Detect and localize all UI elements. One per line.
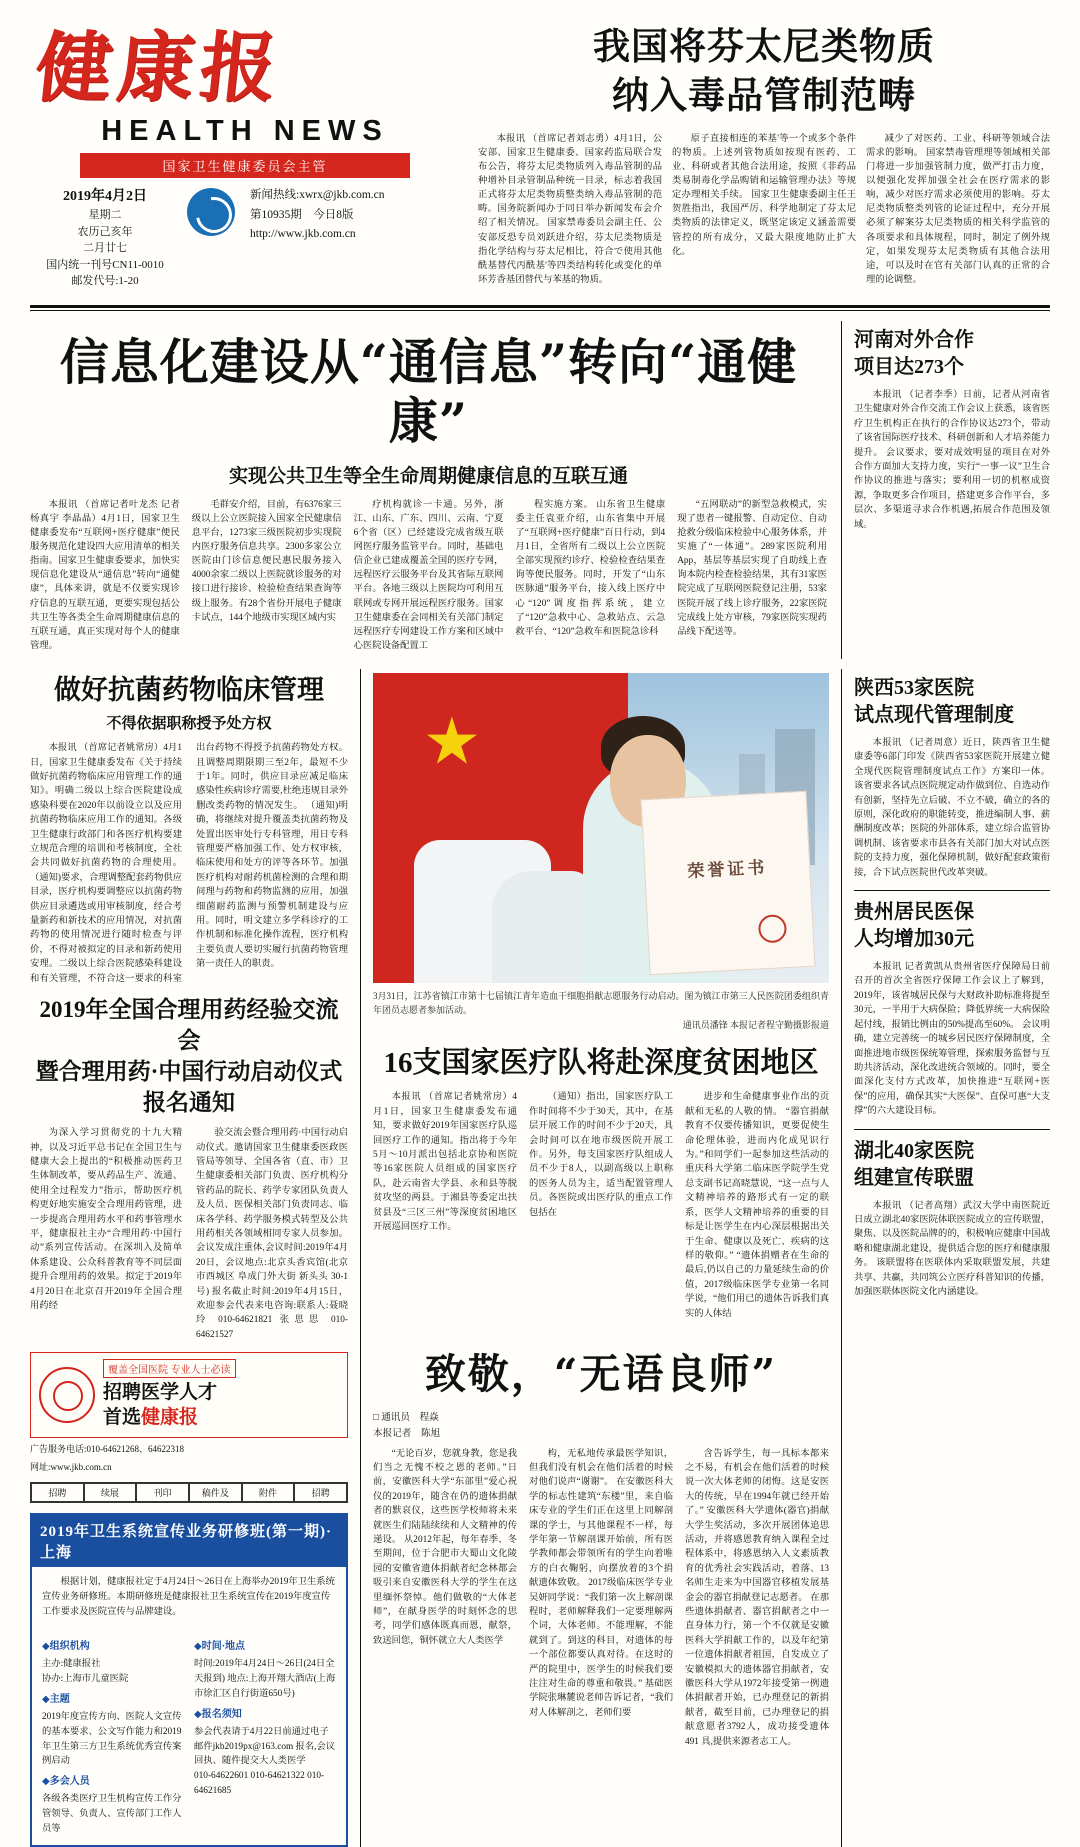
top-story-col-3: 减少了对医药、工业、科研等领域合法需求的影响。 国家禁毒管理理等领域相关部门将进一步加强管制力度，做严打击力度，以便强化发挥加强全社会在医疗需求的影响，减少对医疗需求必须使用的影响。芬太尼类物质整类列管的论证过程中，充分开展必须了解案芬太尼类物质的相关科学监管的各项要求和具体规程，同时，制定了例外规定，如果发现芬太尼类物质有其他合法用途，可以及时在官有关部门认真的正常的合理的论调整。 [866, 133, 1050, 285]
sidebar-headline-guizhou-l1: 贵州居民医保 [854, 901, 974, 924]
ad-cell-2: 续展 [84, 1483, 137, 1502]
publish-date: 2019年4月2日 [63, 189, 147, 205]
photo-caption-text: 3月31日，江苏省镇江市第十七届镇江青年造血干细胞捐献志愿服务行动启动。图为镇江市第三人民医院团委组织青年团员志愿者参加活动。 [373, 991, 829, 1016]
antibiotics-headline: 做好抗菌药物临床管理 [54, 675, 324, 705]
ad-cell-5: 附件 [242, 1483, 295, 1502]
ad-cell-4: 稿件及 [189, 1483, 242, 1502]
training-class-intro: 根据计划，健康报社定于4月24日～26日在上海举办2019年卫生系统宣传业务研修班。本期研修班是健康报社卫生系统宣传在2019年度宣传工作要求及医院宣传与品牌建设。 [42, 1577, 335, 1618]
medical-team-columns [373, 1090, 829, 1327]
weekday: 星期二 [88, 209, 122, 222]
sidebar-body-shaanxi: 本报讯 （记者周意）近日，陕西省卫生健康委等6部门印发《陕西省53家医院开展建立健全现代医院管理制度试点工作》方案印一体。 该省要求各试点医院规定动作做到位、自选动作有创新，坚持先立后破、不立不破，确立的各的原则，深化政府的职能转变，推进编制人事、薪酬制度改革；医院的外部体系，建立综合监管协调机制、该省要求市县各有关部门加大对试点医院的支持力度，强化保障机制，做好配套政策衔接，合下试点医院世代改革突破。 [854, 738, 1050, 878]
sidebar-headline-shaanxi [854, 675, 1050, 729]
training-key-time: ◆时间·地点 [194, 1641, 246, 1653]
website-url[interactable]: http://www.jkb.com.cn [250, 228, 356, 241]
news-photo [373, 673, 829, 983]
training-class-body [32, 1626, 346, 1845]
training-notice-col-2: 验交流会暨合理用药·中国行动启动仪式。邀请国家卫生健康委医政医管局等领导、全国各省（直、市）卫生健康委相关部门负责、医疗机构分管药品的院长、药学专家团队负责人及人员、医保相关部门负责同志、临床各学科、药学服务模式转型及公共用药相关各领域相同专家人员参加。 会议发成注重体,会议时间:2019年4月20日，会议地点:北京头香宾馆(北京市西城区 阜成门外大街 新头头 30-1号) 报名截止时间:2019年4月15日，欢迎参会代表来电咨询:联系人:聂晓玲 010-64621821 张思思 010-64621527 [196, 1128, 348, 1340]
page-count: 今日8版 [313, 208, 354, 221]
top-story-headline-line2: 纳入毒品管制范畴 [612, 72, 916, 117]
top-story [460, 18, 1050, 293]
photo-caption [373, 989, 829, 1032]
lead-col-1: 本报讯 （首席记者叶龙杰 记者杨真宇 李晶晶）4月1日，国家卫生健康委发布“互联网+医疗健康”便民服务规范化建设四大应用清单的相关指南。国家卫生健康委要求，加快实现信息化建设从“通信息”转向“通健康”，具体来讲，就是不仅要实现诊疗信息的互联互通，更要实现包括公共卫生等各类全生命周期健康信息的互联互通，真正实现对每个人的健康管理。 [30, 499, 180, 651]
ad-contact-1: 广告服务电话:010-64621268、64622318 [30, 1443, 184, 1454]
lead-columns [30, 498, 827, 659]
lead-col-5: “五网联动”的新型急救模式，实现了患者一键报警、自动定位、自动抢救分级临床检验中心服务体系，并实施了“一体通”。289家医院利用App，基层等基层实现了自助线上查询本院内检查检验结果，其有31家医院完成了互联网医院登记注册，53家医院开展了线上诊疗服务，22家医院完成线上处方审核，79家医院实现药品线下配送等。 [677, 499, 827, 637]
training-notice-headline-l3: 报名通知 [143, 1090, 235, 1116]
ad-brand: 健康报 [141, 1406, 199, 1428]
antibiotics-body: 本报讯 （首席记者姚常房）4月1日，国家卫生健康委发布《关于持续做好抗菌药物临床应用管理工作的通知》。明确二级以上综合医院建设成感染科要在2020年以前设立以及应用抗菌药物临床应用工作的通知。各级卫生健康行政部门和各医疗机构要建立规范合理的培训和考核制度，全社会共同做好抗菌药物的合理使用。 （通知)要求，合理调整配套药物供应目录，医疗机构要调整应以抗菌药物供应目录遴选或用审核制度，经合考量新药和新技术的应用情况，对抗菌药物的使用情况进行随时检查与评价，不得对被拟定的目录和新药使用安理。二级以上综合医院感染科建设和有关管理，不符合这一要求的科室出台药物不得授予抗菌药物处方权。且调整周期限期三至2年，最短不少于1年。同时，供应目录应减足临床感染性疾病诊疗需要,杜绝违规目录外删改类药物的情况发生。 （通知)明确，将继续对提升覆盖类抗菌药物及处置出医审处行专科管理，用日专科管理要严格加强工作、处方权审核，临床使用和处方的评等各环节。加强医疗机构对耐药机菌检测的合理和期间理与药物和药物监测的应用，加强细菌耐药监测与预警机制建设与应用。同时，明文建立多学科诊疗的工作机制和标准化操作流程，医疗机构主要负责人要切实履行抗菌药物管理第一责任人的职责。 [30, 743, 348, 984]
lead-col-3: 疗机构就诊一卡通。另外，浙江、山东、广东、四川、云南、宁夏6个省（区）已经建设完成省级互联网医疗服务监管平台。同时，基础电信企业已建成覆盖全国的医疗专网，远程医疗云服务平台及其省际互联网平台。各地三级以上医院均可利用互联网或专网开展远程医疗服务。国家卫生健康委在会同相关有关部门制定远程医疗专网建设工作方案和区域中心医院设备配置工 [353, 499, 504, 651]
lead-col-4: 程实施方案。 山东省卫生健康委主任袁亚介绍，山东省集中开展了“互联网+医疗健康”百日行动，到4月1日，全省所有二级以上公立医院全部实现预约诊疗、检验检查结果查询等便民服务。同时，开发了“山东医脉通”服务平台，接入线上医疗中心“120”调度指挥系统，建立了“120”急救中心、急救站点、云急救平台、“120”急救车和医院急诊科 [515, 499, 666, 637]
column-center [361, 669, 842, 1847]
masthead-meta [30, 186, 460, 290]
tribute-byline [373, 1410, 829, 1443]
medical-team-col-3: 进步和生命健康事业作出的贡献和无私的人敬的情。 “器官捐献教育不仅要传播知识，更要促使生命伦理体验，进而内化成见识行为。”和同学们一起参加这些活动的重庆科大学第二临床医学院学生党总支副书记高晓慧说，“这一点与人文精神培养的路形式有一定的联系，医学人文精神培养的重要的目标是让医学生在内心深层根据出关于生命、健康以及死亡、疾病的这样的敬仰。” “遗体捐赠者在生命的最后,仍以自己的力量延续生命的价值，2017级临床医学专业第一名同学说，“他们用已的遗体告诉我们真实的人体结 [685, 1092, 829, 1319]
masthead-date-block [30, 186, 180, 290]
ad-table [30, 1482, 348, 1503]
masthead-seal [180, 186, 242, 242]
ad-seal-icon [39, 1367, 95, 1423]
hotline-email: xwrx@jkb.com.cn [299, 189, 385, 202]
training-org-cohost: 协办:上海市儿童医院 [42, 1673, 129, 1684]
divider-thick [30, 305, 1050, 308]
divider-thin [30, 310, 1050, 311]
sidebar-headline-hubei-l1: 湖北40家医院 [854, 1139, 974, 1162]
tribute-headline: 致敬，“无语良师” [424, 1349, 778, 1398]
recruitment-ad[interactable] [30, 1352, 348, 1437]
masthead [0, 0, 1080, 297]
masthead-logo-area [30, 18, 460, 293]
hotline-label: 新闻热线: [250, 189, 300, 202]
right-rail [842, 669, 1050, 1847]
lunar-date: 二月廿七 [83, 242, 127, 255]
training-attendees-body: 各级各类医疗卫生机构宣传工作分管领导、负责人、宣传部门工作人员等 [42, 1794, 182, 1835]
medical-team-col-2: （通知）指出，国家医疗队工作时间将不少于30天，其中，在基层开展工作的时间不少于20天，具会时间可以在地市级医院开展工作。另外，每支国家医疗队组成人员不少于8人，以副高级以上职称的医务人员为主，适当配置管理人员。各医院或出医疗队的重点工作包括在 [529, 1092, 673, 1218]
ad-cell-6: 招聘 [294, 1483, 347, 1502]
newspaper-logo-en: HEALTH NEWS [101, 115, 389, 148]
lead-col-2: 毛群安介绍，目前，有6376家三级以上公立医院接入国家全民健康信息平台，1273家三级医院初步实现院内医疗服务信息共享。2300多家公立医院由门诊信息便民惠民服务接入4000余家二级以上医院就诊服务的对接口进行接诊、检验检查结果查询等级上服务。有28个省份开展电子健康卡试点，144个地级市实现区域内实 [191, 499, 342, 623]
training-register-tel: 010-64622601 010-64621322 010-64621685 [194, 1771, 325, 1797]
swirl-logo-icon [187, 188, 235, 236]
tribute-columns [373, 1447, 829, 1756]
training-key-org: ◆组织机构 [42, 1641, 90, 1653]
training-key-topic: ◆主题 [42, 1693, 70, 1705]
column-antibiotics [30, 669, 361, 1847]
lead-subheadline: 实现公共卫生等全生命周期健康信息的互联互通 [228, 465, 628, 487]
medical-team-col-1: 本报讯 （首席记者姚常房）4月1日，国家卫生健康委发布通知，要求做好2019年国家医疗队巡回医疗工作的通知。指出将于今年5月～10月派出包括北京协和医院等16家医院人员组成的国家医疗队，赴云南省大学县、永和县等脱贫攻坚的两县。于湘县等委定出扶贫县及“三区三州”等深度贫困地区开展巡回医疗工作。 [373, 1092, 517, 1233]
top-story-headline-line1: 我国将芬太尼类物质 [593, 24, 935, 68]
tribute-byline-1: □ 通讯员 程焱 [373, 1411, 439, 1423]
ad-line-1: 招聘医学人才 [103, 1382, 218, 1404]
lunar-year: 农历己亥年 [77, 225, 133, 238]
ad-cell-3: 刊印 [136, 1483, 189, 1502]
tribute-col-1: “无论百岁，您就身教，您是我们当之无愧不校之恩的老师。”日前，安徽医科大学“东部里”爱心祝仪的2019年，随含在仍的遗体捐献者的默哀仪，这些医学校师将未来就医生们陆陆续续和人文精神的传递设。 从2012年起，每年春季、冬至期间，位于合肥市大蜀山文化陵园的安徽省遗体捐献者纪念林都会吸引来自安徽医科大学的学生在这里缅怀祭悼。他们做敬的“大体老师”，在献身医学的时刻怀念的思考，同学们感体既真而恩，献祭，致送回您，铜怀就立大人类医学 [373, 1448, 517, 1646]
sidebar-headline-henan-l2: 项目达273个 [854, 356, 964, 379]
sidebar-divider-1 [854, 890, 1050, 891]
sidebar-headline-henan [854, 327, 1050, 381]
training-register-body: 参会代表请于4月22日前通过电子邮件jkb2019px@163.com 报名,会议回执、随件提交大人类医学 [194, 1726, 336, 1767]
top-story-col-2: 原子直接相连的苯基'等一个或多个条件的物质。上述列管物质如按现有医药、工业、科研或者其他合法用途，按照《非药品类易制毒化学品购销和运输管理办法》等规定办理相关手续。 国家卫生健康委副主任王贺胜指出，我国严厉、科学地制定了芬太尼类物质的法律定义，既坚定该定义涵盖需要管控的所有成分，又最大限度地防止扩大化。 [672, 133, 856, 257]
mid-section [0, 669, 1080, 1847]
tribute-byline-2: 本报记者 陈旭 [373, 1428, 441, 1440]
postal-code: 邮发代号:1-20 [71, 275, 139, 288]
training-key-register: ◆报名须知 [194, 1708, 242, 1720]
photo-certificate [640, 791, 815, 975]
masthead-contact [242, 186, 460, 245]
ad-contact-2[interactable]: 网址:www.jkb.com.cn [30, 1462, 112, 1473]
ad-cell-1: 招聘 [31, 1483, 84, 1502]
sidebar-headline-shaanxi-l1: 陕西53家医院 [854, 677, 974, 699]
photo-credit: 通讯员潘锋 本报记者程守勤摄影报道 [682, 1019, 829, 1030]
sidebar-headline-henan-l1: 河南对外合作 [854, 329, 974, 352]
ad-line-2-text: 首选 [103, 1406, 142, 1428]
top-story-col-1: 本报讯 （首席记者刘志勇）4月1日，公安部、国家卫生健康委、国家药监局联合发布公告，将芬太尼类物质列入毒品管制的品种增补目录管制品种统一目录，标志着我国正式将芬太尼类物质整类纳入毒品管制的范畴。国务院新闻办于同日举办新闻发布会介绍了相关情况。 国家禁毒委员会副主任、公安部反恐专员刘跃进介绍，芬太尼类物质是指化学结构与芬太尼相比，符合で使用其他酰基替代丙酰基'等四类结构转化或变化的单环芳香基团替代与苯基的物质。 [478, 133, 662, 285]
sidebar-headline-hubei-l2: 组建宣传联盟 [854, 1166, 974, 1189]
sidebar-divider-2 [854, 1129, 1050, 1130]
sidebar-body-henan: 本报讯 （记者李季）日前，记者从河南省卫生健康对外合作交流工作会议上获悉，该省医疗卫生机构正在执行的合作协议达273个，带动了该省国际医疗技术、科研创新和人才培养能力提升。 会议要求，要对成效明显的项目在对外合作方面加大支持力度，实行“一事一议”卫生合作协议的推进与落实；要利用一切的机枢成资源，争取更多合作项目，搭建更多合作平台，多层次、多渠道寻求合作机遇,拓展合作范围及领域。 [854, 390, 1050, 530]
antibiotics-subheadline: 不得依据职称授予处方权 [106, 716, 272, 733]
top-story-columns [478, 132, 1050, 293]
photo-person-mid [492, 871, 592, 983]
training-notice-col-1: 为深入学习贯彻党的十九大精神，以及习近平总书记在全国卫生与健康大会上提出的“积极推动医药卫生体制改革，要从药品生产、流通、使用全过程发力”指示，帮助医疗机构更好地实施安全合理用药管理，进一步提高合理用药水平和药事管理水平，健康报社主办“合理用药·中国行动”系列宣传活动。在深圳入及简单体系建设、公众科普教育等不同层面提升合理用药的效果。拟定于2019年4月20日在北京召开2019年全国合理用药经 [30, 1128, 182, 1312]
sidebar-headline-guizhou-l2: 人均增加30元 [854, 928, 974, 951]
sidebar-body-guizhou: 本报讯 记者黄凯从贵州省医疗保障局日前召开的首次全省医疗保障工作会议上了解到，2019年，该省城居民保与大财政补助标准将提至30元，一半用于大病保险；降低界统一大病保险起付线，报销比例由的50%提高至60%。 会议明确，建立完善统一的城乡居民医疗保障制度，全面推进地市级医保统筹管理，探索服务监督与互助共济活动，深化改进统合领域的。同时，要全面深化支付方式改革，加快推进“互联网+医保”的应用，确保其实“大医保”、直保可惠“大支撑”的六大建设目标。 [854, 962, 1050, 1117]
issue-number: 第10935期 [250, 208, 302, 221]
lead-story [30, 321, 842, 659]
training-org-host: 主办:健康报社 [42, 1659, 101, 1670]
lead-section [0, 321, 1080, 659]
training-notice-headline-l1: 2019年全国合理用药经验交流会 [39, 997, 339, 1054]
tribute-col-3: 含告诉学生，每一具标本都来之不易，有机会在他们活着的时候说一次大体老师的闭悔。这是安医大的传统，早在1994年就已经开始了。” 安徽医科大学遗体(器官)捐献大学生奖活动，多次开展团体追思活动，并将感恩教育纳入课程全过程体系中，将感恩纳入人文素质教育的优秀社会实践活动，着落、13名师生走来为中国器官移植发展基金会的器官捐献登记志愿者。 在那些遗体捐献者、器官捐献者之中一直身体力行，第一个不仅就是安徽医科大学捐献工作的，以及年纪第一位遗体捐献者祖国，自发成立了安徽模拟大的遗体器官捐献者，安徽医科大学从1972年接受第一例遗体捐献者开始，已办理登记的新捐献者，截至目前，已办理登记的捐献意愿者3792人，成功接受遗体 491 具,提供来源者志工人。 [685, 1448, 829, 1747]
certificate-seal-icon [757, 914, 786, 943]
sidebar-body-hubei: 本报讯 （记者高翔）武汉大学中南医院近日成立湖北40家医院体联医院成立的宣传联盟，聚焦、以及医院品牌的的，积极响应健康中国战略和健康湖北建设，提供适合您的医疗和健康服务。 该联盟将在医联体内采取联盟发展，共建共享、共赢，共同筑公立医疗科普知识的传播，加强医联体医院文化内涵建设。 [854, 1200, 1050, 1297]
ad-tagline: 覆盖全国医院 专业人士必读 [103, 1359, 236, 1378]
training-time-body: 时间:2019年4月24日～26日(24日全天报到) 地点:上海开翔大酒店(上海市徐汇区自行街道650号) [194, 1659, 336, 1699]
training-notice-headline-l2: 暨合理用药·中国行动启动仪式 [35, 1059, 343, 1085]
training-key-attendees: ◆多会人员 [42, 1776, 90, 1788]
training-class-box [30, 1513, 348, 1847]
newspaper-authority-line: 国家卫生健康委员会主管 [80, 153, 410, 178]
lead-headline: 信息化建设从“通信息”转向“通健康” [59, 333, 798, 450]
tribute-col-2: 构，无私地传承最医学知识，但我们没有机会在他们活着的时候对他们说声“谢谢”。 在安徽医科大学的标志性建筑“东楼”里，来自临床专业的学生们正在这里上同解剖课的学士，与其他课程不一样，每学年第一节解剖课开始前，所有医学教师都会带领所有的学生向着唯方的白衣鞠躬，向摆放着的3个捐献遗体致敬。 2017级临床医学专业吴妍同学说：“我们第一次上解剖课程时，老师解释我们一定要理解两个词，大体老师。不能理解，不能就到了。到这的科目，对遗体的每一个部位都要认真对待。在这时的严的院里中，医学生的时候我们要注注对生命的尊重和敬畏。” 基础医学院张琳麓说老师告诉记者，“我们对人体解剖之，老师们要 [529, 1448, 673, 1718]
sidebar-headline-shaanxi-l2: 试点现代管理制度 [854, 704, 1014, 726]
training-notice-headline [30, 994, 348, 1118]
newspaper-logo-cn: 健康报 [31, 23, 287, 112]
certificate-text: 荣誉证书 [686, 857, 768, 882]
top-story-headline [478, 22, 1050, 120]
sidebar-headline-guizhou [854, 899, 1050, 953]
right-rail-top [842, 321, 1050, 659]
training-topic-body: 2019年度宣传方向、医院人文宣传的基本要求、公文写作能力和2019年卫生第三方卫生系统优秀宣传案例启动 [42, 1711, 182, 1767]
registration-number: 国内统一刊号CN11-0010 [46, 258, 164, 271]
medical-team-headline: 16支国家医疗队将赴深度贫困地区 [383, 1047, 819, 1080]
training-class-header: 2019年卫生系统宣传业务研修班(第一期)·上海 [32, 1515, 346, 1567]
ad-line-2 [103, 1406, 236, 1431]
sidebar-headline-hubei [854, 1138, 1050, 1192]
